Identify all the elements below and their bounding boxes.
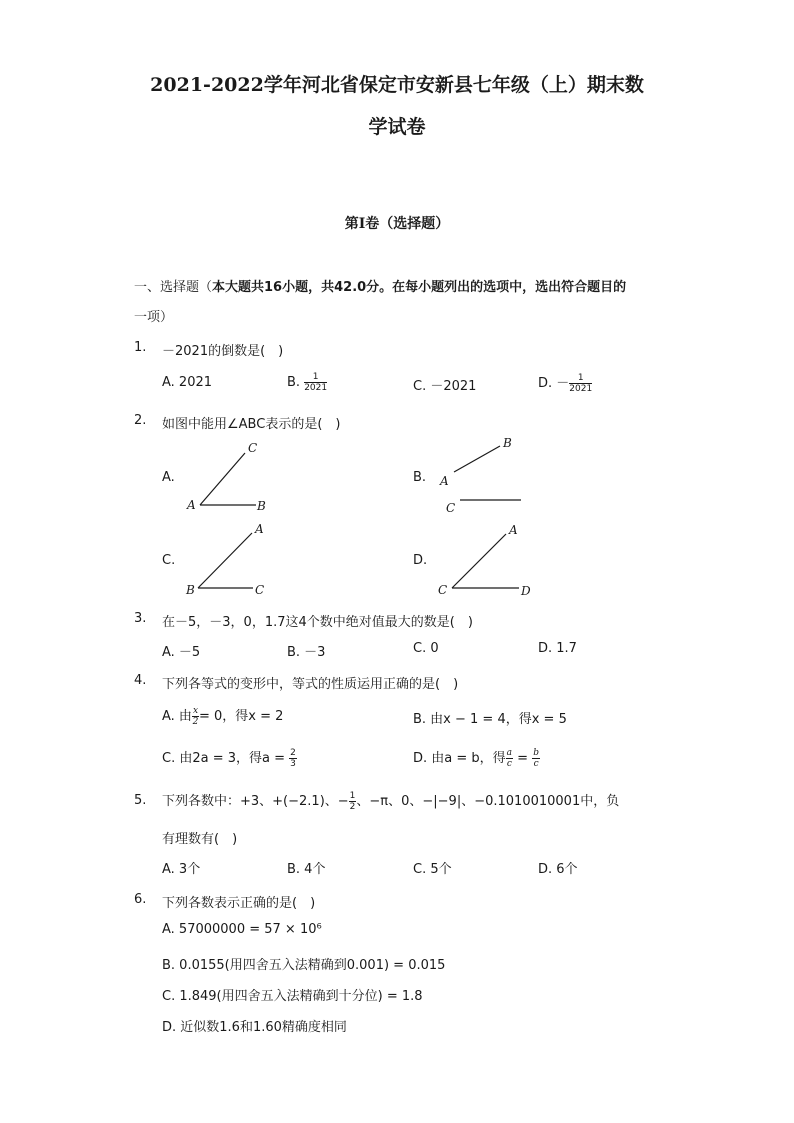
- q5-stem: [162, 790, 619, 812]
- q6-option-b[interactable]: B. 0.0155(用四舍五入法精确到0.001) = 0.015: [162, 958, 446, 973]
- q4-c-denominator: 3: [290, 759, 296, 769]
- q2d-label-d: D: [521, 584, 531, 598]
- q2-figure-a: [180, 438, 280, 518]
- q2c-label-c: C: [255, 583, 265, 597]
- q2-option-d[interactable]: D.: [413, 553, 428, 568]
- q5-stem-suffix: 、−π、0、−|−9|、−0.1010010001中，负: [356, 794, 620, 809]
- q2b-label-a: A: [440, 474, 449, 488]
- q2-number: 2.: [134, 413, 147, 428]
- q2d-ray-ca: [452, 534, 506, 588]
- q4-d-fraction-1: [506, 748, 513, 769]
- q2a-label-a: A: [187, 498, 196, 512]
- q4-c-prefix: C. 由2a = 3，得a =: [162, 751, 285, 766]
- q3-stem: 在－5，－3，0，1.7这4个数中绝对值最大的数是( ): [162, 615, 473, 630]
- q2b-segment-ab: [454, 446, 500, 472]
- q3-option-a[interactable]: A. －5: [162, 645, 201, 660]
- q1-number: 1.: [134, 340, 147, 355]
- page-title-line1: 2021-2022学年河北省保定市安新县七年级（上）期末数: [150, 74, 644, 96]
- section-intro: [134, 276, 626, 295]
- q4-d-fraction-2: [532, 748, 540, 769]
- q4-option-b[interactable]: B. 由x − 1 = 4，得x = 5: [413, 712, 567, 727]
- q2-stem: 如图中能用∠ABC表示的是( ): [162, 417, 341, 432]
- q1-option-d-label: D. －: [538, 376, 570, 391]
- q4-c-fraction: [289, 748, 297, 769]
- section-title: 第I卷（选择题）: [344, 216, 450, 232]
- q2c-label-b: B: [186, 583, 195, 597]
- q5-option-a[interactable]: A. 3个: [162, 862, 201, 877]
- q3-option-b[interactable]: B. －3: [287, 645, 326, 660]
- q4-d-prefix: D. 由a = b，得: [413, 751, 506, 766]
- q4-d-numerator-1: a: [506, 748, 513, 758]
- q4-c-numerator: 2: [290, 748, 296, 758]
- q4-a-suffix: = 0，得x = 2: [199, 709, 284, 724]
- q5-number: 5.: [134, 793, 147, 808]
- q1-option-d-fraction: [569, 373, 592, 394]
- q2a-label-c: C: [248, 441, 258, 455]
- q6-option-a[interactable]: A. 57000000 = 57 × 10⁶: [162, 922, 322, 937]
- q2-figure-d: [432, 518, 542, 598]
- q4-d-denominator-2: c: [533, 759, 539, 769]
- q5-option-c[interactable]: C. 5个: [413, 862, 452, 877]
- q3-option-c[interactable]: C. 0: [413, 641, 439, 656]
- q2c-ray-ba: [198, 533, 252, 588]
- q5-denominator: 2: [349, 802, 356, 812]
- q4-number: 4.: [134, 673, 147, 688]
- q1-option-b-label: B.: [287, 375, 301, 390]
- q6-option-d[interactable]: D. 近似数1.6和1.60精确度相同: [162, 1020, 347, 1035]
- q4-option-d[interactable]: [413, 747, 540, 769]
- q1-option-a[interactable]: A. 2021: [162, 375, 213, 390]
- q2-option-c[interactable]: C.: [162, 553, 176, 568]
- q1-option-d[interactable]: [538, 372, 592, 394]
- q4-a-fraction: [192, 706, 199, 727]
- q4-d-denominator-1: c: [506, 759, 512, 769]
- q1-d-denominator: 2021: [569, 384, 593, 394]
- q4-a-numerator: x: [192, 706, 199, 716]
- q1-b-denominator: 2021: [304, 383, 328, 393]
- page-title-line2: 学试卷: [368, 116, 426, 138]
- q2a-label-b: B: [257, 499, 266, 513]
- q5-numerator: 1: [349, 791, 356, 801]
- q6-stem: 下列各数表示正确的是( ): [162, 896, 316, 911]
- q5-stem-line2: 有理数有( ): [162, 832, 238, 847]
- q6-number: 6.: [134, 892, 147, 907]
- q5-option-d[interactable]: D. 6个: [538, 862, 578, 877]
- intro-prefix: 一、选择题（: [134, 280, 213, 295]
- q5-option-b[interactable]: B. 4个: [287, 862, 326, 877]
- q4-d-equals: =: [517, 751, 529, 766]
- q1-option-c[interactable]: C. －2021: [413, 379, 477, 394]
- q1-option-b-fraction: [304, 372, 327, 393]
- q4-option-c[interactable]: [162, 747, 297, 769]
- q1-stem: －2021的倒数是( ): [162, 344, 284, 359]
- q4-option-a[interactable]: [162, 705, 283, 727]
- q2-option-b[interactable]: B.: [413, 470, 427, 485]
- q2-figure-b: [432, 432, 532, 517]
- q2d-label-c: C: [438, 583, 448, 597]
- q2a-ray-ac: [200, 453, 245, 505]
- q2d-label-a: A: [509, 523, 518, 537]
- intro-bold: 本大题共16小题，共42.0分。在每小题列出的选项中，选出符合题目的: [212, 280, 627, 295]
- q3-option-d[interactable]: D. 1.7: [538, 641, 577, 656]
- q6-option-c[interactable]: C. 1.849(用四舍五入法精确到十分位) = 1.8: [162, 989, 423, 1004]
- q4-a-denominator: 2: [192, 717, 199, 727]
- q5-stem-prefix: 下列各数中：+3、+(−2.1)、−: [162, 794, 349, 809]
- q2b-label-b: B: [503, 436, 512, 450]
- q1-option-b[interactable]: [287, 372, 327, 393]
- q3-number: 3.: [134, 611, 147, 626]
- q2-figure-c: [180, 518, 280, 598]
- q4-d-numerator-2: b: [533, 748, 539, 758]
- q1-d-numerator: 1: [569, 373, 592, 384]
- q1-b-numerator: 1: [304, 372, 327, 383]
- q4-a-prefix: A. 由: [162, 709, 192, 724]
- q2c-label-a: A: [255, 522, 264, 536]
- intro-line2: 一项）: [134, 310, 174, 325]
- q2-option-a[interactable]: A.: [162, 470, 175, 485]
- q2b-label-c: C: [446, 501, 456, 515]
- q4-stem: 下列各等式的变形中，等式的性质运用正确的是( ): [162, 677, 459, 692]
